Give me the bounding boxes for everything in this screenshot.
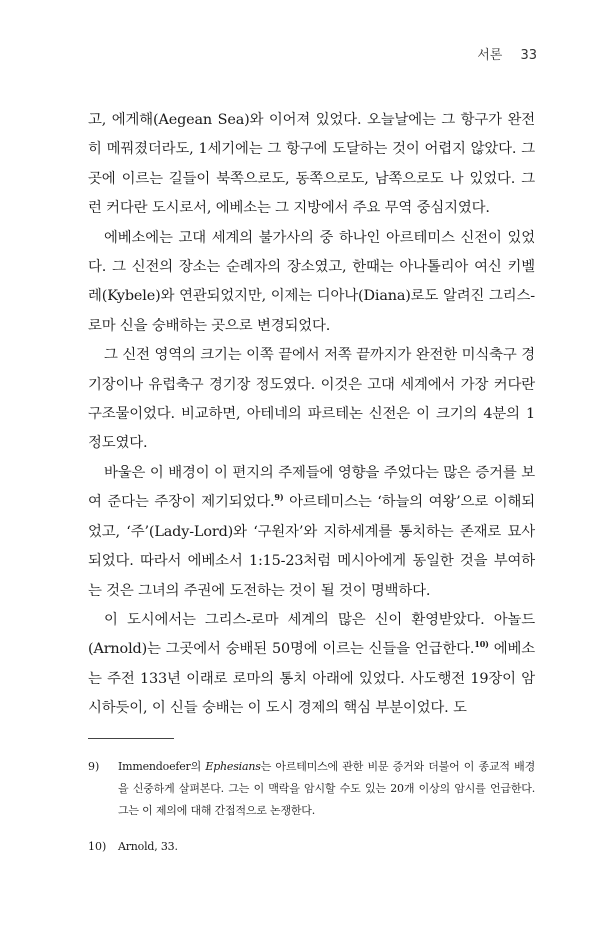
footnote-10 [88, 836, 535, 858]
section-title: 서론 [477, 48, 503, 63]
paragraph-4-text-b: 아르테미스는 ‘하늘의 여왕’으로 이해되었고, ‘주’(Lady-Lord)와 ‘구원자’와 지하세계를 통치하는 존재로 묘사되었다. 따라서 에베소서 1:15-23처럼 메시아에게 동일한 것을 부여하는 것은 그녀의 주권에 도전하는 것이 될 것이 명백하다. [88, 494, 535, 599]
paragraph-3: 그 신전 영역의 크기는 이쪽 끝에서 저쪽 끝까지가 완전한 미식축구 경기장이나 유럽축구 경기장 정도였다. 이것은 고대 세계에서 가장 커다란 구조물이었다. 비교하면, 아테네의 파르테논 신전은 이 크기의 4분의 1 정도였다. [88, 347, 535, 452]
body-text [88, 106, 535, 724]
footnote-9 [88, 756, 535, 822]
footnote-text [118, 756, 535, 822]
paragraph-2: 에베소에는 고대 세계의 불가사의 중 하나인 아르테미스 신전이 있었다. 그 신전의 장소는 순례자의 장소였고, 한때는 아나톨리아 여신 키벨레(Kybele)와 연관되었지만, 이제는 디아나(Diana)로도 알려진 그리스-로마 신을 숭배하는 곳으로 변경되었다. [88, 229, 535, 334]
paragraph-4-text-a: 바울은 이 배경이 이 편지의 주제들에 영향을 주었다는 많은 증거를 보여 준다는 주장이 제기되었다. [88, 464, 535, 511]
paragraph-1: 고, 에게해(Aegean Sea)와 이어져 있었다. 오늘날에는 그 항구가 완전히 메꿔졌더라도, 1세기에는 그 항구에 도달하는 것이 어렵지 않았다. 그 곳에 이르는 길들이 북쪽으로도, 동쪽으로도, 남쪽으로도 나 있었다. 그런 커다란 도시로서, 에베소는 그 지방에서 주요 무역 중심지였다. [88, 112, 535, 217]
footnote-text: Arnold, 33. [118, 840, 178, 853]
footnote-divider [88, 738, 174, 739]
footnote-book-title: Ephesians [205, 760, 261, 773]
paragraph-4 [88, 459, 535, 606]
footnote-ref-9[interactable]: 9) [274, 492, 284, 503]
paragraph-5-text-a: 이 도시에서는 그리스-로마 세계의 많은 신이 환영받았다. 아놀드(Arnold)는 그곳에서 숭배된 50명에 이르는 신들을 언급한다. [88, 611, 535, 658]
footnote-number: 9) [88, 760, 100, 773]
paragraph-5-text-b: 에베소는 주전 133년 이래로 로마의 통치 아래에 있었다. 사도행전 19장이 암시하듯이, 이 신들 숭배는 이 도시 경제의 핵심 부분이었다. 도 [88, 641, 536, 717]
paragraph-5 [88, 606, 535, 724]
footnotes [88, 756, 535, 858]
page-number: 33 [520, 48, 537, 63]
footnote-ref-10[interactable]: 10) [474, 639, 489, 650]
running-header [477, 44, 537, 63]
footnote-number: 10) [88, 840, 107, 853]
footnote-author: Immendoefer의 [118, 760, 206, 773]
footnote-body: 는 아르테미스에 관한 비문 증거와 더불어 이 종교적 배경을 신중하게 살펴본다. 그는 이 맥락을 암시할 수도 있는 20개 이상의 암시를 언급한다. 그는 이 제의에 대해 간접적으로 논쟁한다. [118, 760, 535, 817]
